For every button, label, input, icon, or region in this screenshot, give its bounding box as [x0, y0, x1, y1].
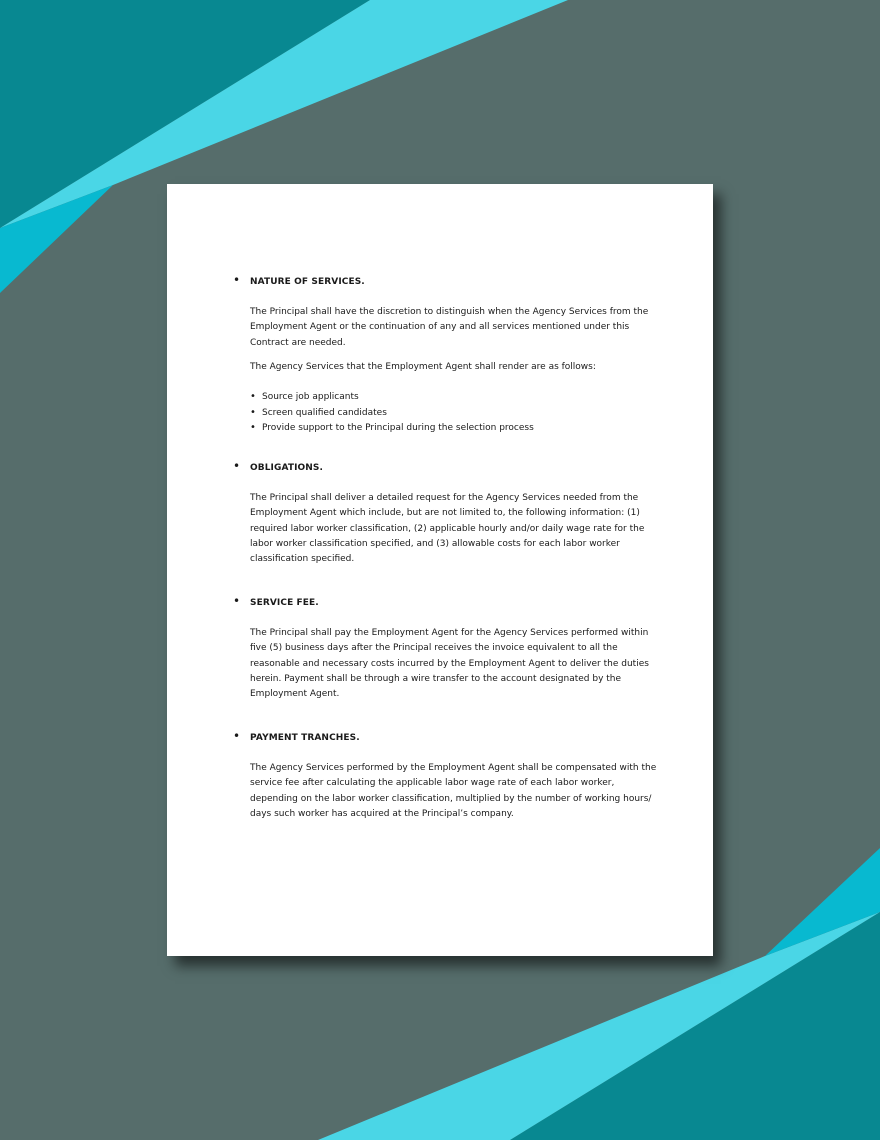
section-heading: OBLIGATIONS.: [250, 463, 324, 473]
section-bullet: •: [233, 729, 241, 743]
section-paragraph: The Principal shall pay the Employment Agent for the Agency Services performed within five (5) business days after the Principal receives the invoice equivalent to all the reasonable and necessary costs incurred by the Employment Agent to deliver the duties herein. Payment shall be through a wire transfer to the account designated by the Employment Agent.: [250, 628, 649, 700]
section-paragraph: The Agency Services that the Employment Agent shall render are as follows:: [250, 362, 596, 372]
document-page: [167, 184, 713, 956]
list-item: • Provide support to the Principal during the selection process: [250, 422, 534, 433]
section-paragraph: The Agency Services performed by the Employment Agent shall be compensated with the service fee after calculating the applicable labor wage rate of each labor worker, depending on the labor worker classification, multiplied by the number of working hours/ days such worker has acquired at the Principal’s company.: [250, 763, 657, 819]
section-bullet: •: [233, 459, 241, 473]
services-list: [250, 390, 534, 437]
section-bullet: •: [233, 273, 241, 287]
section-heading: SERVICE FEE.: [250, 598, 319, 608]
list-item: • Screen qualified candidates: [250, 406, 387, 418]
section-heading: PAYMENT TRANCHES.: [250, 733, 360, 743]
section-bullet: •: [233, 594, 241, 608]
list-item: • Source job applicants: [250, 391, 359, 402]
section-heading: NATURE OF SERVICES.: [250, 277, 365, 287]
section-paragraph: The Principal shall have the discretion to distinguish when the Agency Services from the Employment Agent or the continuation of any and all services mentioned under this Contract are needed.: [250, 307, 649, 348]
section-paragraph: The Principal shall deliver a detailed request for the Agency Services needed from the Employment Agent which include, but are not limited to, the following information: (1) required labor worker classification, (2) applicable hourly and/or daily wage rate for the labor worker classification specified, and (3) allowable costs for each labor worker classification specified.: [250, 493, 645, 565]
